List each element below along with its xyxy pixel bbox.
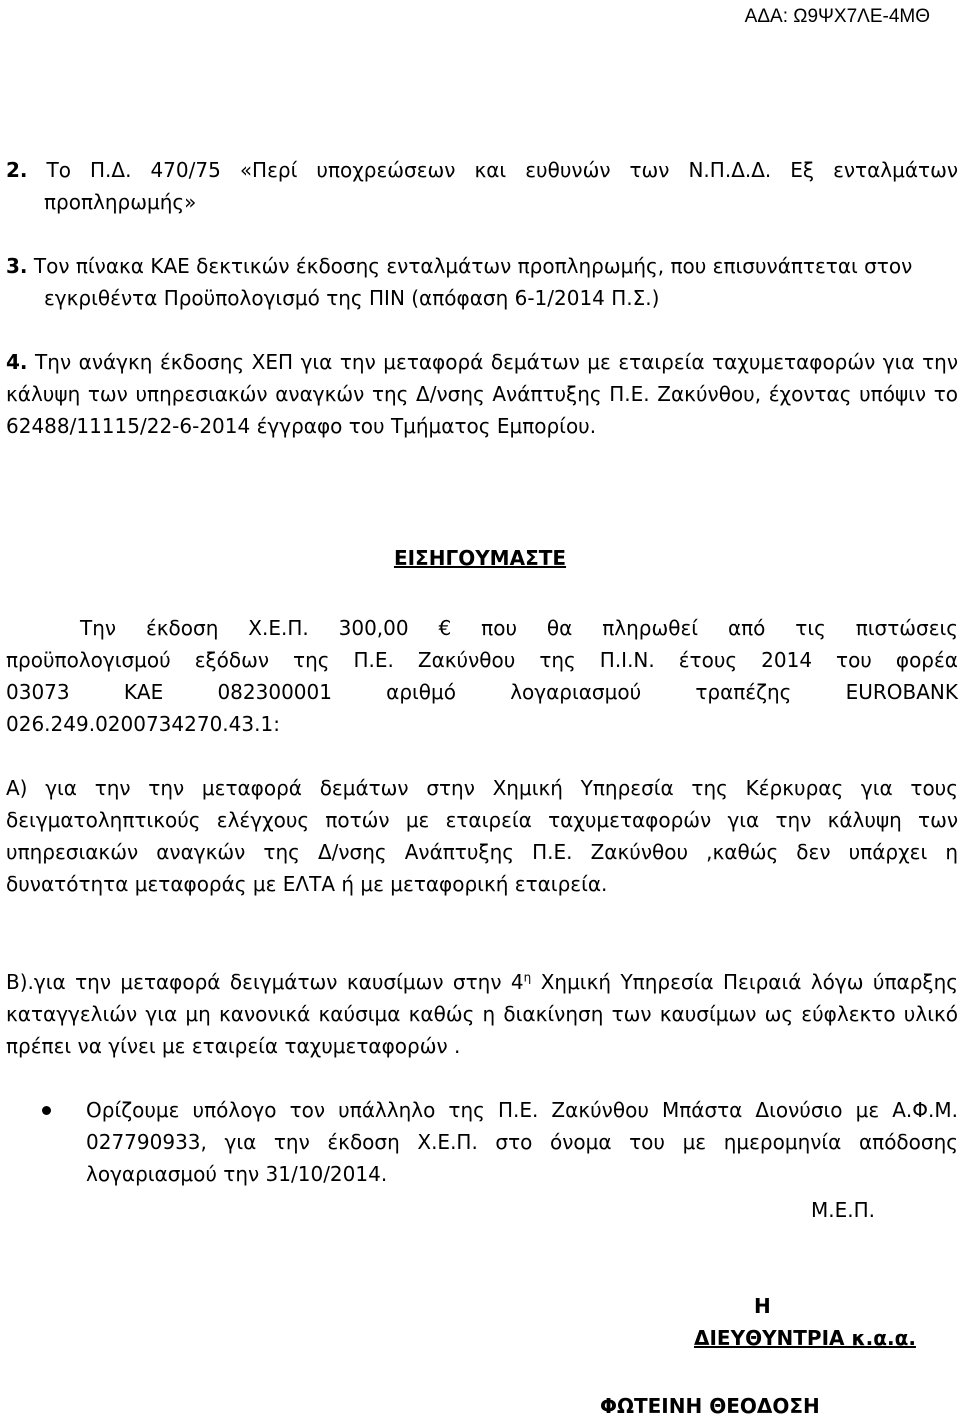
- item-3: [6, 250, 958, 314]
- item-2-line1: Το Π.Δ. 470/75 «Περί υποχρεώσεων και ευθυνών των Ν.Π.Δ.Δ. Εξ ενταλμάτων: [46, 158, 958, 182]
- signature-article: Η: [754, 1294, 771, 1318]
- mep-label: Μ.Ε.Π.: [811, 1198, 876, 1222]
- paragraph-b-end: Χημική Υπηρεσία Πειραιά λόγω ύπαρξης καταγγελιών για μη κανονικά καύσιμα καθώς η διακίνηση των καυσίμων ως εύφλεκτο υλικό πρέπει να γίνει με εταιρεία ταχυμεταφορών .: [6, 970, 958, 1058]
- proposal-line1-start: Την έκδοση Χ.Ε.Π. 300,00: [80, 616, 409, 640]
- item-4-number: 4.: [6, 350, 28, 374]
- item-4-text: Την ανάγκη έκδοσης ΧΕΠ για την μεταφορά δεμάτων με εταιρεία ταχυμεταφορών για την κάλυψη των υπηρεσιακών αναγκών της Δ/νσης Ανάπτυξης Π.Ε. Ζακύνθου, έχοντας υπόψιν το 62488/11115/22-6-2014 έγγραφο του Τμήματος Εμπορίου.: [6, 350, 959, 438]
- ada-code: ΑΔΑ: Ω9ΨΧ7ΛΕ-4ΜΘ: [744, 6, 930, 27]
- item-3-number: 3.: [6, 254, 28, 278]
- euro-icon: €: [438, 616, 452, 640]
- signature-title: ΔΙΕΥΘΥΝΤΡΙΑ κ.α.α.: [694, 1326, 916, 1350]
- proposal-line1-end: που θα πληρωθεί από τις πιστώσεις: [481, 616, 959, 640]
- item-4: [6, 346, 958, 442]
- proposal-line3: 03073 ΚΑΕ 082300001 αριθμό λογαριασμού τραπέζης EUROBANK: [6, 680, 958, 704]
- proposal-line2: προϋπολογισμού εξόδων της Π.Ε. Ζακύνθου της Π.Ι.Ν. έτους 2014 του φορέα: [6, 648, 958, 672]
- paragraph-b-superscript: η: [523, 970, 532, 985]
- item-2-number: 2.: [6, 158, 28, 182]
- item-2-line2: προπληρωμής»: [44, 190, 197, 214]
- proposal-heading: ΕΙΣΗΓΟΥΜΑΣΤΕ: [393, 546, 567, 570]
- item-2: [6, 154, 958, 218]
- item-3-line1: Τον πίνακα ΚΑΕ δεκτικών έκδοσης ενταλμάτων προπληρωμής, που επισυνάπτεται στον: [33, 254, 913, 278]
- proposal-line4: 026.249.0200734270.43.1:: [6, 712, 280, 736]
- proposal-paragraph: [6, 612, 958, 740]
- bullet-text: Ορίζουμε υπόλογο τον υπάλληλο της Π.Ε. Ζακύνθου Μπάστα Διονύσιο με Α.Φ.Μ. 027790933, για την έκδοση Χ.Ε.Π. στο όνομα του με ημερομηνία απόδοσης λογαριασμού την 31/10/2014.: [86, 1098, 958, 1186]
- paragraph-b-start: Β).για την μεταφορά δειγμάτων καυσίμων στην 4: [6, 970, 524, 994]
- item-3-line2: εγκριθέντα Προϋπολογισμό της ΠΙΝ (απόφαση 6-1/2014 Π.Σ.): [44, 286, 660, 310]
- paragraph-b: [6, 966, 958, 1062]
- proposal-line1: [6, 612, 958, 644]
- paragraph-a: Α) για την την μεταφορά δεμάτων στην Χημική Υπηρεσία της Κέρκυρας για τους δειγματοληπτικούς ελέγχους ποτών με εταιρεία ταχυμεταφορών για την κάλυψη των υπηρεσιακών αναγκών της Δ/νσης Ανάπτυξης Π.Ε. Ζακύνθου ,καθώς δεν υπάρχει η δυνατότητα μεταφοράς με ΕΛΤΑ ή με μεταφορική εταιρεία.: [6, 776, 958, 896]
- signature-name: ΦΩΤΕΙΝΗ ΘΕΟΔΟΣΗ: [600, 1394, 820, 1418]
- bullet-dot-icon: [42, 1106, 51, 1115]
